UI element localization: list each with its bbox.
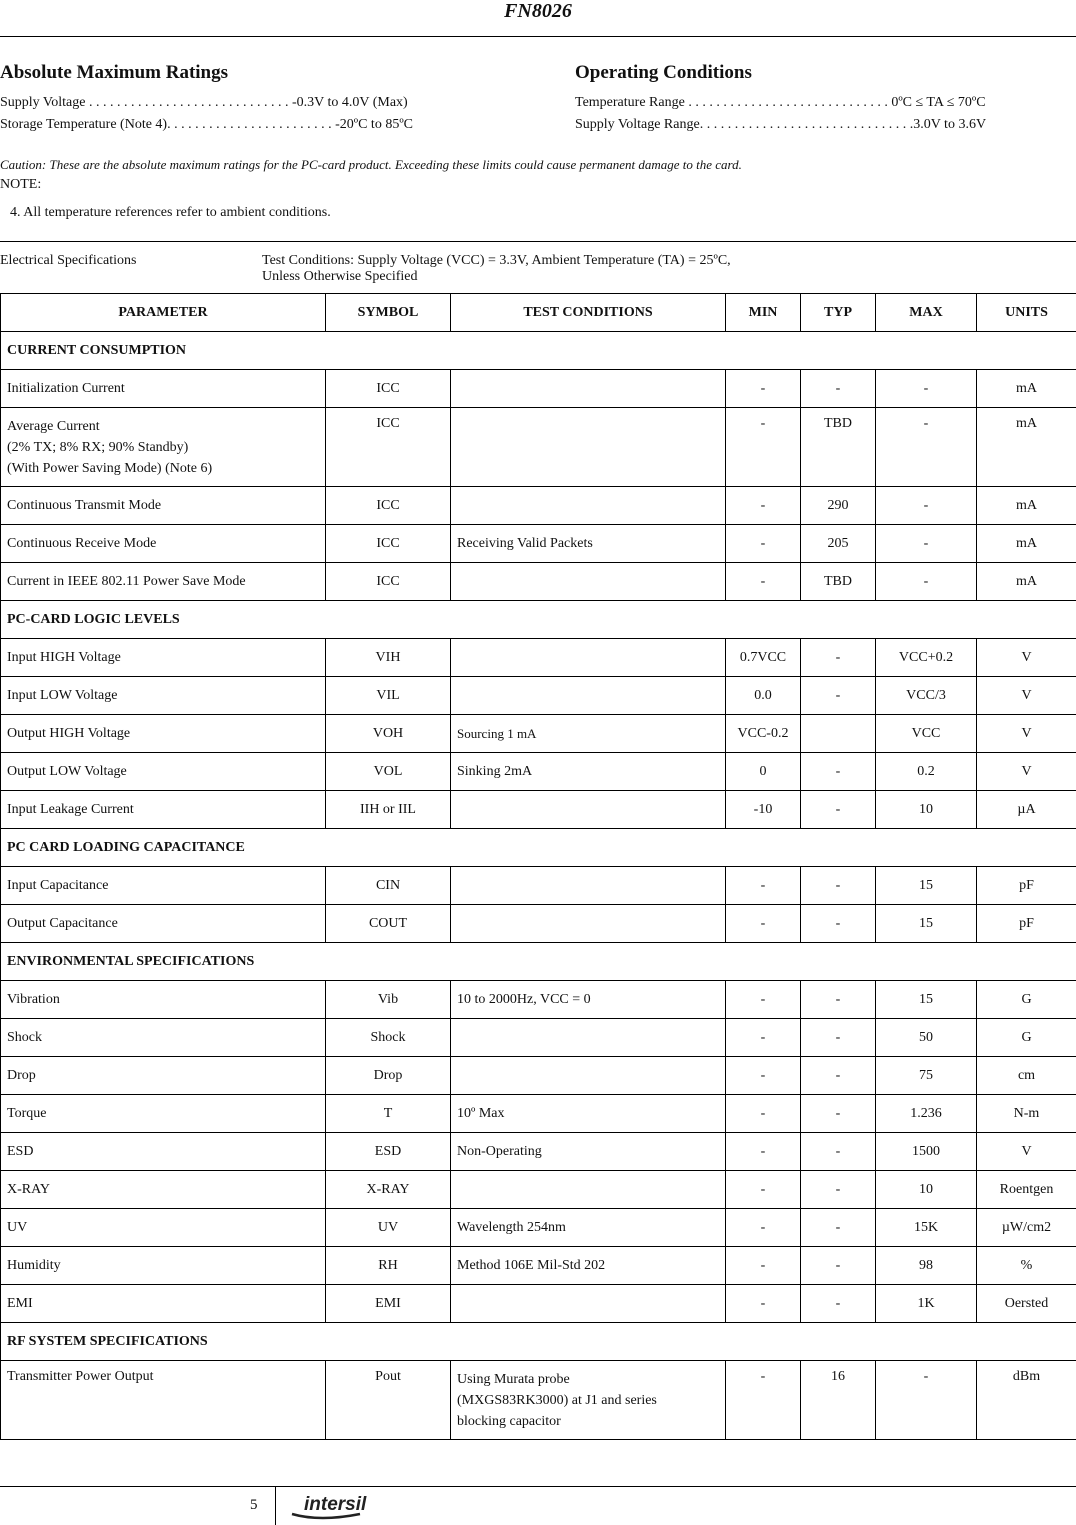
units-cell: V <box>977 1133 1076 1171</box>
param-line: (2% TX; 8% RX; 90% Standby) <box>7 440 189 455</box>
units-cell: mA <box>977 487 1076 525</box>
table-row <box>1 1361 1076 1440</box>
rating-label: Supply Voltage Range <box>575 117 700 132</box>
symbol-cell: VIH <box>326 639 451 677</box>
symbol-cell: CIN <box>326 867 451 905</box>
units-cell: pF <box>977 905 1076 943</box>
symbol-cell: ICC <box>326 408 451 487</box>
electrical-spec-label: Electrical Specifications <box>0 253 137 268</box>
max-cell: - <box>876 370 977 408</box>
min-cell: - <box>726 525 801 563</box>
table-header-row <box>1 294 1076 332</box>
max-cell: 50 <box>876 1019 977 1057</box>
table-row <box>1 981 1076 1019</box>
rating-value: 3.0V to 3.6V <box>913 117 987 132</box>
section-row <box>1 332 1076 370</box>
table-row <box>1 639 1076 677</box>
max-cell: 10 <box>876 791 977 829</box>
units-cell: cm <box>977 1057 1076 1095</box>
min-cell: - <box>726 905 801 943</box>
min-cell: - <box>726 1285 801 1323</box>
condition-cell: Non-Operating <box>451 1133 726 1171</box>
param-cell: Input LOW Voltage <box>1 677 326 715</box>
condition-cell: 10 to 2000Hz, VCC = 0 <box>451 981 726 1019</box>
param-cell: EMI <box>1 1285 326 1323</box>
max-cell: 15 <box>876 981 977 1019</box>
electrical-spec-table <box>0 293 1076 1440</box>
param-cell <box>1 408 326 487</box>
units-cell: Roentgen <box>977 1171 1076 1209</box>
units-cell: pF <box>977 867 1076 905</box>
symbol-cell: ESD <box>326 1133 451 1171</box>
min-cell: 0.0 <box>726 677 801 715</box>
typ-cell: - <box>801 1247 876 1285</box>
symbol-cell: IIH or IIL <box>326 791 451 829</box>
symbol-cell: Shock <box>326 1019 451 1057</box>
caution-text: Caution: These are the absolute maximum ratings for the PC-card product. Exceeding these limits could cause permanent damage to the card. <box>0 157 742 172</box>
max-cell: VCC/3 <box>876 677 977 715</box>
param-cell: X-RAY <box>1 1171 326 1209</box>
max-cell: 15K <box>876 1209 977 1247</box>
typ-cell: - <box>801 1133 876 1171</box>
table-row <box>1 1247 1076 1285</box>
condition-cell <box>451 1057 726 1095</box>
typ-cell: TBD <box>801 563 876 601</box>
column-header: MIN <box>726 294 801 332</box>
condition-cell <box>451 791 726 829</box>
min-cell: - <box>726 1133 801 1171</box>
table-row <box>1 563 1076 601</box>
table-row <box>1 867 1076 905</box>
typ-cell: - <box>801 370 876 408</box>
condition-cell <box>451 1019 726 1057</box>
symbol-cell: ICC <box>326 487 451 525</box>
condition-cell <box>451 408 726 487</box>
symbol-cell: VOL <box>326 753 451 791</box>
units-cell: µA <box>977 791 1076 829</box>
min-cell: - <box>726 370 801 408</box>
condition-cell <box>451 563 726 601</box>
column-header: SYMBOL <box>326 294 451 332</box>
footer-rule <box>0 1486 1076 1487</box>
min-cell: - <box>726 867 801 905</box>
rating-leader-dots: . . . . . . . . . . . . . . . . . . . . . . . . <box>167 117 336 132</box>
param-cell: Vibration <box>1 981 326 1019</box>
typ-cell: - <box>801 905 876 943</box>
max-cell: 15 <box>876 867 977 905</box>
header-rule <box>0 36 1076 37</box>
page-number: 5 <box>250 1497 258 1513</box>
min-cell: 0 <box>726 753 801 791</box>
typ-cell: 16 <box>801 1361 876 1440</box>
table-row <box>1 1019 1076 1057</box>
symbol-cell: ICC <box>326 370 451 408</box>
max-cell: 1.236 <box>876 1095 977 1133</box>
rating-label: Storage Temperature (Note 4) <box>0 117 168 132</box>
symbol-cell: VIL <box>326 677 451 715</box>
condition-cell: Sinking 2mA <box>451 753 726 791</box>
param-line: (With Power Saving Mode) (Note 6) <box>7 461 213 476</box>
param-cell: UV <box>1 1209 326 1247</box>
min-cell: - <box>726 1057 801 1095</box>
max-cell: - <box>876 1361 977 1440</box>
min-cell: -10 <box>726 791 801 829</box>
table-row <box>1 1133 1076 1171</box>
units-cell: V <box>977 715 1076 753</box>
max-cell: 15 <box>876 905 977 943</box>
table-row <box>1 1095 1076 1133</box>
min-cell: - <box>726 1209 801 1247</box>
max-cell: - <box>876 563 977 601</box>
section-row <box>1 943 1076 981</box>
param-cell: Transmitter Power Output <box>1 1361 326 1440</box>
condition-cell <box>451 867 726 905</box>
condition-cell <box>451 1171 726 1209</box>
section-title: PC CARD LOADING CAPACITANCE <box>1 829 1076 867</box>
units-cell: V <box>977 639 1076 677</box>
section-title: ENVIRONMENTAL SPECIFICATIONS <box>1 943 1076 981</box>
param-cell: Output HIGH Voltage <box>1 715 326 753</box>
param-line: Average Current <box>7 419 100 434</box>
min-cell: - <box>726 981 801 1019</box>
units-cell: µW/cm2 <box>977 1209 1076 1247</box>
min-cell: - <box>726 563 801 601</box>
condition-cell <box>451 487 726 525</box>
rating-value: -0.3V to 4.0V (Max) <box>291 95 408 110</box>
table-row <box>1 753 1076 791</box>
max-cell: 98 <box>876 1247 977 1285</box>
min-cell: - <box>726 408 801 487</box>
table-row <box>1 487 1076 525</box>
section-title: RF SYSTEM SPECIFICATIONS <box>1 1323 1076 1361</box>
symbol-cell: X-RAY <box>326 1171 451 1209</box>
typ-cell: - <box>801 1285 876 1323</box>
min-cell: - <box>726 1361 801 1440</box>
test-conditions-line1: Test Conditions: Supply Voltage (VCC) = 3.3V, Ambient Temperature (TA) = 25ºC, <box>262 253 731 268</box>
table-row <box>1 1171 1076 1209</box>
column-header: TEST CONDITIONS <box>451 294 726 332</box>
table-row <box>1 715 1076 753</box>
column-header: UNITS <box>977 294 1076 332</box>
rating-value: 0ºC ≤ TA ≤ 70ºC <box>891 95 986 110</box>
symbol-cell: ICC <box>326 525 451 563</box>
typ-cell: - <box>801 753 876 791</box>
param-cell: Continuous Transmit Mode <box>1 487 326 525</box>
param-cell: Continuous Receive Mode <box>1 525 326 563</box>
param-cell: Input HIGH Voltage <box>1 639 326 677</box>
typ-cell: - <box>801 1209 876 1247</box>
intersil-logo <box>290 1492 400 1520</box>
max-cell: 10 <box>876 1171 977 1209</box>
param-cell: Output LOW Voltage <box>1 753 326 791</box>
param-cell: ESD <box>1 1133 326 1171</box>
condition-cell: Wavelength 254nm <box>451 1209 726 1247</box>
max-cell: 1500 <box>876 1133 977 1171</box>
min-cell: - <box>726 1019 801 1057</box>
section-row <box>1 829 1076 867</box>
condition-cell <box>451 905 726 943</box>
symbol-cell: RH <box>326 1247 451 1285</box>
max-cell: - <box>876 525 977 563</box>
test-conditions <box>262 253 731 285</box>
section-row <box>1 1323 1076 1361</box>
operating-title: Operating Conditions <box>575 62 752 83</box>
condition-cell <box>451 370 726 408</box>
min-cell: 0.7VCC <box>726 639 801 677</box>
column-header: PARAMETER <box>1 294 326 332</box>
typ-cell <box>801 715 876 753</box>
abs-max-title: Absolute Maximum Ratings <box>0 62 229 83</box>
max-cell: VCC <box>876 715 977 753</box>
typ-cell: - <box>801 1019 876 1057</box>
max-cell: - <box>876 487 977 525</box>
param-cell: Output Capacitance <box>1 905 326 943</box>
units-cell: % <box>977 1247 1076 1285</box>
table-row <box>1 370 1076 408</box>
param-cell: Current in IEEE 802.11 Power Save Mode <box>1 563 326 601</box>
typ-cell: 205 <box>801 525 876 563</box>
table-row <box>1 1057 1076 1095</box>
param-cell: Drop <box>1 1057 326 1095</box>
max-cell: - <box>876 408 977 487</box>
column-header: TYP <box>801 294 876 332</box>
rating-label: Temperature Range <box>575 95 685 110</box>
min-cell: - <box>726 1247 801 1285</box>
symbol-cell: COUT <box>326 905 451 943</box>
param-cell: Input Leakage Current <box>1 791 326 829</box>
condition-line: (MXGS83RK3000) at J1 and series <box>457 1393 657 1408</box>
symbol-cell: UV <box>326 1209 451 1247</box>
table-row <box>1 905 1076 943</box>
max-cell: 0.2 <box>876 753 977 791</box>
units-cell: G <box>977 981 1076 1019</box>
rating-leader-dots: . . . . . . . . . . . . . . . . . . . . . . . . . . . . . <box>85 95 292 110</box>
typ-cell: - <box>801 677 876 715</box>
rating-label: Supply Voltage <box>0 95 86 110</box>
param-cell: Humidity <box>1 1247 326 1285</box>
units-cell: V <box>977 677 1076 715</box>
document-number: FN8026 <box>504 0 572 22</box>
units-cell: V <box>977 753 1076 791</box>
table-row <box>1 1285 1076 1323</box>
param-cell: Shock <box>1 1019 326 1057</box>
logo-wordmark: intersil <box>304 1494 367 1515</box>
units-cell: mA <box>977 563 1076 601</box>
condition-cell <box>451 1285 726 1323</box>
typ-cell: 290 <box>801 487 876 525</box>
typ-cell: - <box>801 981 876 1019</box>
symbol-cell: Pout <box>326 1361 451 1440</box>
table-row <box>1 791 1076 829</box>
typ-cell: - <box>801 791 876 829</box>
max-cell: 1K <box>876 1285 977 1323</box>
symbol-cell: Vib <box>326 981 451 1019</box>
table-row <box>1 677 1076 715</box>
units-cell: dBm <box>977 1361 1076 1440</box>
condition-cell: Receiving Valid Packets <box>451 525 726 563</box>
param-cell: Initialization Current <box>1 370 326 408</box>
operating-line-temp <box>575 95 986 111</box>
symbol-cell: ICC <box>326 563 451 601</box>
symbol-cell: T <box>326 1095 451 1133</box>
typ-cell: - <box>801 639 876 677</box>
max-cell: 75 <box>876 1057 977 1095</box>
section-rule <box>0 241 1076 242</box>
section-row <box>1 601 1076 639</box>
min-cell: VCC-0.2 <box>726 715 801 753</box>
max-cell: VCC+0.2 <box>876 639 977 677</box>
section-title: PC-CARD LOGIC LEVELS <box>1 601 1076 639</box>
condition-cell <box>451 1361 726 1440</box>
condition-cell <box>451 639 726 677</box>
condition-line: Using Murata probe <box>457 1372 570 1387</box>
min-cell: - <box>726 487 801 525</box>
condition-cell: Sourcing 1 mA <box>451 715 726 753</box>
section-title: CURRENT CONSUMPTION <box>1 332 1076 370</box>
condition-line: blocking capacitor <box>457 1414 561 1429</box>
column-header: MAX <box>876 294 977 332</box>
min-cell: - <box>726 1171 801 1209</box>
condition-cell <box>451 677 726 715</box>
symbol-cell: EMI <box>326 1285 451 1323</box>
footer-divider <box>275 1487 276 1525</box>
typ-cell: - <box>801 867 876 905</box>
units-cell: mA <box>977 408 1076 487</box>
note-label: NOTE: <box>0 177 42 192</box>
table-row <box>1 525 1076 563</box>
abs-max-line-storage <box>0 117 413 133</box>
rating-leader-dots: . . . . . . . . . . . . . . . . . . . . . . . . . . . . . <box>684 95 892 110</box>
typ-cell: - <box>801 1171 876 1209</box>
symbol-cell: Drop <box>326 1057 451 1095</box>
units-cell: Oersted <box>977 1285 1076 1323</box>
param-cell: Input Capacitance <box>1 867 326 905</box>
units-cell: mA <box>977 370 1076 408</box>
typ-cell: - <box>801 1095 876 1133</box>
param-cell: Torque <box>1 1095 326 1133</box>
units-cell: G <box>977 1019 1076 1057</box>
rating-leader-dots: . . . . . . . . . . . . . . . . . . . . . . . . . . . . . . . <box>699 117 914 132</box>
note-item: 4. All temperature references refer to ambient conditions. <box>10 205 331 220</box>
min-cell: - <box>726 1095 801 1133</box>
condition-cell: Method 106E Mil-Std 202 <box>451 1247 726 1285</box>
typ-cell: - <box>801 1057 876 1095</box>
typ-cell: TBD <box>801 408 876 487</box>
table-row <box>1 408 1076 487</box>
units-cell: N-m <box>977 1095 1076 1133</box>
operating-line-supply <box>575 117 986 133</box>
units-cell: mA <box>977 525 1076 563</box>
test-conditions-line2: Unless Otherwise Specified <box>262 269 418 284</box>
table-row <box>1 1209 1076 1247</box>
rating-value: -20ºC to 85ºC <box>335 117 414 132</box>
symbol-cell: VOH <box>326 715 451 753</box>
abs-max-line-supply <box>0 95 408 111</box>
condition-cell: 10º Max <box>451 1095 726 1133</box>
